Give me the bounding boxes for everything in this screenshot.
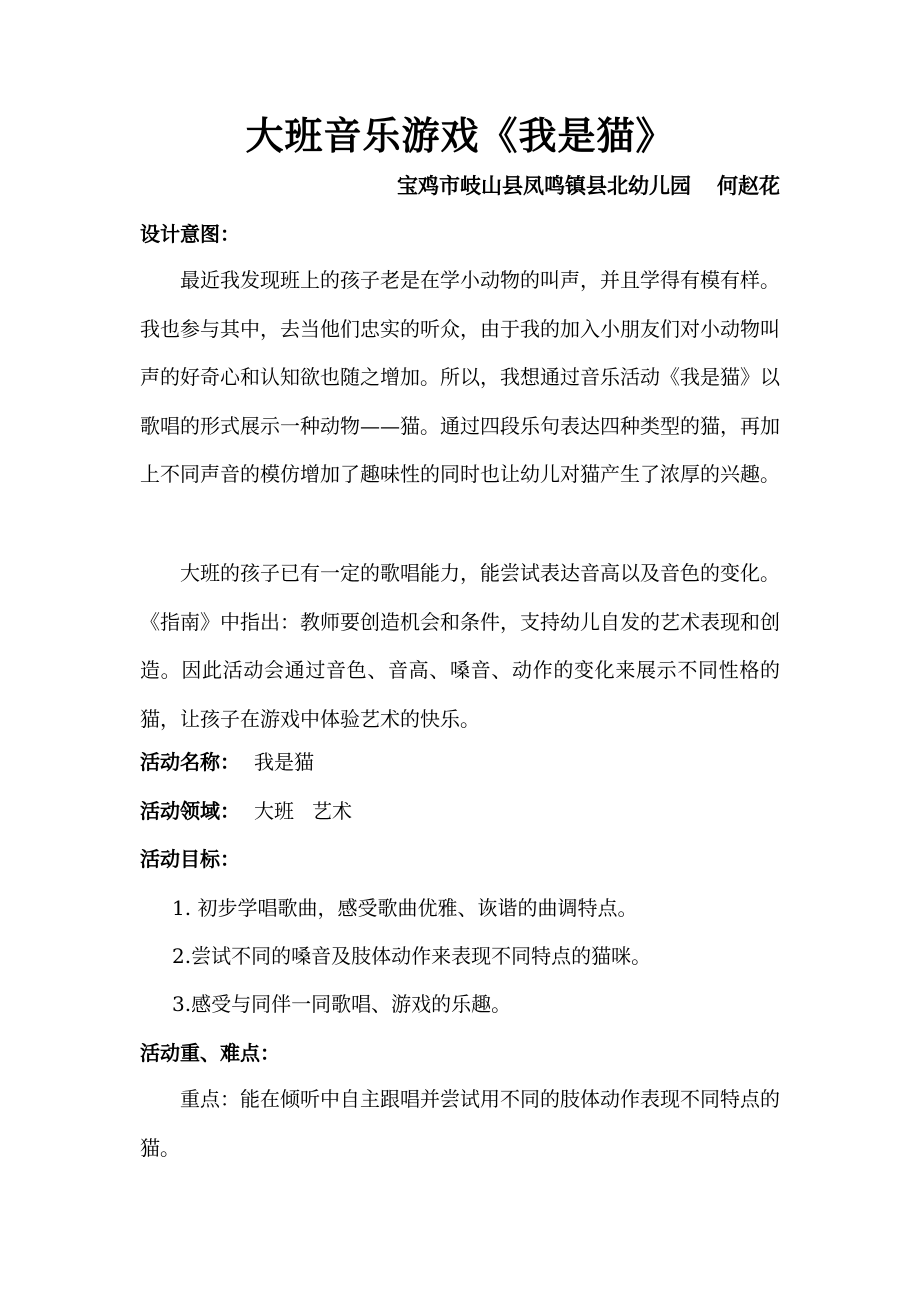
activity-name-row — [140, 746, 314, 778]
key-points-heading: 活动重、难点： — [140, 1041, 280, 1065]
goal-item-2: 2.尝试不同的嗓音及肢体动作来表现不同特点的猫咪。 — [172, 944, 652, 968]
design-intent-paragraph-1: 最近我发现班上的孩子老是在学小动物的叫声，并且学得有模有样。我也参与其中，去当他们忠实的听众，由于我的加入小朋友们对小动物叫声的好奇心和认知欲也随之增加。所以，我想通过音乐活动《我是猫》以歌唱的形式展示一种动物——猫。通过四段乐句表达四种类型的猫，再加上不同声音的模仿增加了趣味性的同时也让幼儿对猫产生了浓厚的兴趣。 — [140, 268, 780, 486]
activity-domain-class: 大班 — [254, 799, 294, 823]
goal-item-3: 3.感受与同伴一同歌唱、游戏的乐趣。 — [172, 992, 512, 1016]
author-name: 何赵花 — [717, 173, 780, 198]
activity-name-label: 活动名称： — [140, 750, 240, 774]
activity-domain-row — [140, 795, 352, 827]
activity-domain-subject: 艺术 — [312, 799, 352, 823]
design-intent-heading: 设计意图： — [140, 222, 240, 246]
activity-domain-label: 活动领域： — [140, 799, 240, 823]
author-school: 宝鸡市岐山县凤鸣镇县北幼儿园 — [397, 173, 691, 198]
goal-item-1: 1. 初步学唱歌曲，感受歌曲优雅、诙谐的曲调特点。 — [172, 896, 638, 920]
goals-heading: 活动目标： — [140, 847, 240, 871]
key-point-paragraph: 重点：能在倾听中自主跟唱并尝试用不同的肢体动作表现不同特点的猫。 — [140, 1087, 780, 1160]
design-intent-paragraph-2: 大班的孩子已有一定的歌唱能力，能尝试表达音高以及音色的变化。《指南》中指出：教师要创造机会和条件，支持幼儿自发的艺术表现和创造。因此活动会通过音色、音高、嗓音、动作的变化来展示不同性格的猫，让孩子在游戏中体验艺术的快乐。 — [140, 561, 780, 731]
document-title: 大班音乐游戏《我是猫》 — [245, 113, 675, 158]
author-line — [397, 170, 780, 202]
activity-name-value: 我是猫 — [254, 750, 314, 774]
